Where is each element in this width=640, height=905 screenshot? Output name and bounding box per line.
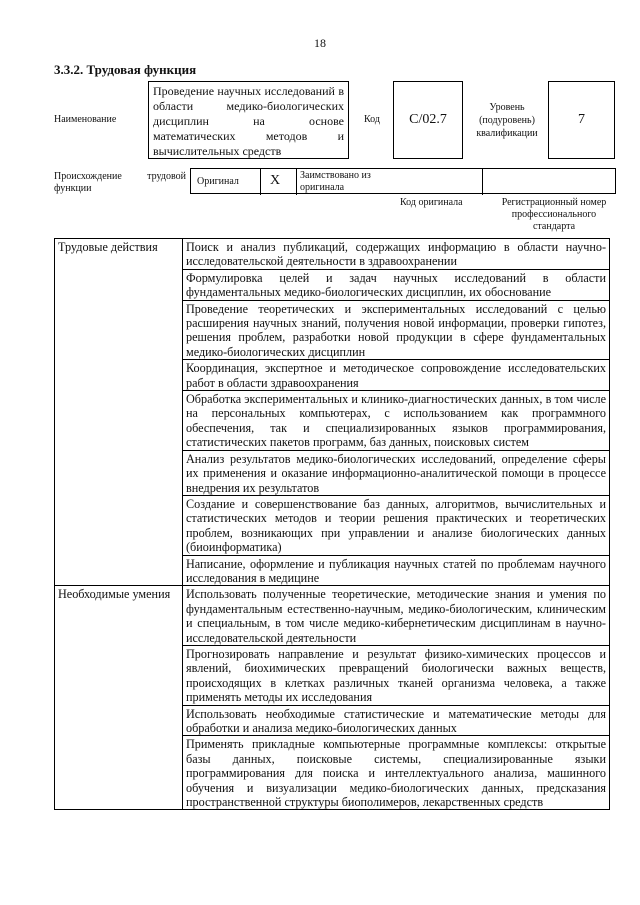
- row-text: Написание, оформление и публикация научных статей по проблемам научного исследования в медицине: [183, 555, 610, 586]
- code-original-caption: Код оригинала: [400, 197, 463, 208]
- row-category: Необходимые умения: [55, 586, 183, 810]
- reg-number-caption: Регистрационный номер профессионального стандарта: [501, 197, 607, 232]
- code-value-box: C/02.7: [393, 81, 463, 159]
- section-title: 3.3.2. Трудовая функция: [54, 62, 197, 77]
- row-text: Создание и совершенствование баз данных, алгоритмов, вычислительных и статистических методов и теории решения практических и теоретических проблем, возникающих при управлении и анализе биологических данных (биоинформатика): [183, 495, 610, 555]
- origin-mark: X: [270, 173, 281, 188]
- level-value-box: 7: [548, 81, 615, 159]
- origin-table: [190, 168, 616, 194]
- page-number: 18: [314, 36, 326, 50]
- origin-original-label: Оригинал: [197, 176, 239, 187]
- row-text: Применять прикладные компьютерные программные комплексы: открытые базы данных, поисковые системы, специализированные языки программирования для поиска и интеллектуального анализа, машинного обучения и визуализации медико-биологических данных, предсказания пространственной структуры биополимеров, лекарственных средств: [183, 736, 610, 810]
- row-text: Координация, экспертное и методическое сопровождение исследовательских работ в области здравоохранения: [183, 360, 610, 391]
- row-text: Использовать необходимые статистические и математические методы для обработки и анализа медико-биологических данных: [183, 705, 610, 736]
- row-text: Проведение теоретических и экспериментальных исследований с целью расширения научных знаний, получения новой информации, проверки гипотез, решения проблем, разработки новой продукции в сфере фундаментальных медико-биологических дисциплин: [183, 300, 610, 360]
- origin-borrowed-cell: [297, 169, 483, 195]
- origin-label: Происхождение трудовой функции: [54, 171, 186, 194]
- name-label: Наименование: [54, 114, 117, 125]
- origin-mark-cell: [261, 169, 297, 195]
- row-category: Трудовые действия: [55, 239, 183, 586]
- row-text: Использовать полученные теоретические, методические знания и умения по фундаментальным естественно-научным, медико-биологическим, клиническим и специальным, в том числе медико-кибернетическим дисциплинам в научно-исследовательской деятельности: [183, 586, 610, 646]
- origin-original-cell: [191, 169, 261, 195]
- code-label: Код: [364, 114, 380, 125]
- row-text: Поиск и анализ публикаций, содержащих информацию в области научно-исследовательской деятельности в здравоохранении: [183, 239, 610, 270]
- function-name-box: Проведение научных исследований в области медико-биологических дисциплин на основе математических методов и вычислительных средств: [148, 81, 349, 159]
- table-row: [55, 239, 610, 270]
- row-text: Прогнозировать направление и результат физико-химических процессов и явлений, биохимических превращений биологически важных веществ, происходящих в клетках различных тканей организма человека, а также применять методы их исследования: [183, 645, 610, 705]
- row-text: Формулировка целей и задач научных исследований в области фундаментальных медико-биологических дисциплин, их обоснование: [183, 269, 610, 300]
- level-label: Уровень (подуровень) квалификации: [476, 102, 538, 139]
- origin-borrowed-label: Заимствовано из оригинала: [300, 170, 371, 193]
- row-text: Анализ результатов медико-биологических исследований, определение сферы их применения и оказание информационно-аналитической помощи в процессе внедрения их результатов: [183, 450, 610, 495]
- work-function-table: [54, 238, 610, 810]
- table-row: [55, 586, 610, 646]
- row-text: Обработка экспериментальных и клинико-диагностических данных, в том числе на персональных компьютерах, с использованием как программного обеспечения, так и специализированных языков программирования, статистических пакетов программ, баз данных, поисковых систем: [183, 391, 610, 451]
